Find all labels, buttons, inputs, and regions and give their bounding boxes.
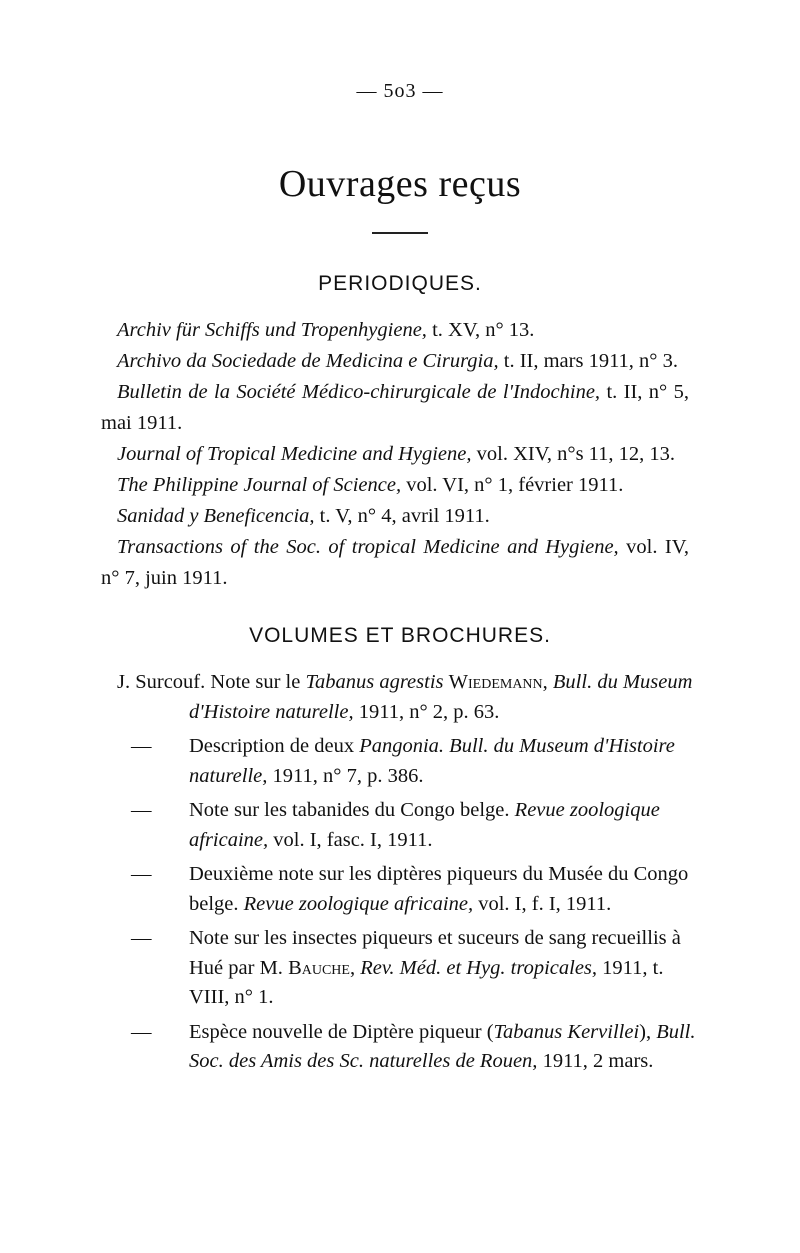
journal-title: The Philippine Journal of Science, [117,474,402,496]
entry-text-run: , [542,671,553,693]
journal-title: Sanidad y Beneficencia, [117,505,315,527]
entry-text-run: Bauche [288,956,350,979]
entry-author: J. Surcouf. [117,671,206,693]
ditto-dash: — [131,799,152,821]
entry-text-run: Espèce nouvelle de Diptère piqueur ( [189,1020,494,1043]
page-title: Ouvrages reçus [278,163,522,205]
entry-text-run: vol. I, f. I, 1911. [473,892,612,915]
journal-title: Archivo da Sociedade de Medicina e Cirurgia, [117,350,499,372]
entry-text-run: Description de deux [189,735,360,757]
journal-details: vol. IV, n° 7, juin 1911. [101,536,689,589]
entry-text-run: 1911, n° 7, p. 386. [267,764,424,787]
bibliography-entry [117,860,697,919]
list-item [101,532,689,594]
ditto-dash: — [131,1020,152,1043]
bibliography-entry [117,732,697,791]
entry-text-run: ), [639,1020,657,1043]
journal-title: Journal of Tropical Medicine and Hygiene, [117,443,472,465]
journal-details: t. II, n° 5, mai 1911. [101,381,689,434]
list-item [101,470,689,501]
bibliography-entry [117,924,697,1013]
entry-text-run: Revue zoologique africaine, [243,892,474,915]
journal-details: t. V, n° 4, avril 1911. [314,505,490,527]
bibliography-entry [117,1018,697,1077]
entry-text-run: vol. I, fasc. I, 1911. [268,828,433,851]
page-number: — 5o3 — [356,80,444,102]
journal-title: Archiv für Schiffs und Tropenhygiene, [117,319,427,341]
entry-text-run: Revue zoologique africaine, [189,799,660,851]
title-divider [372,232,428,234]
journal-details: vol. XIV, n°s 11, 12, 13. [471,443,676,465]
list-item [101,377,689,439]
periodicals-list [101,315,689,594]
entry-text-run: Deuxième note sur les diptères piqueurs du Musée du Congo belge. [189,863,689,915]
entry-text-run: 1911, t. VIII, n° 1. [189,956,664,1008]
journal-details: vol. VI, n° 1, février 1911. [401,474,624,496]
journal-title: Transactions of the Soc. of tropical Medicine and Hygiene, [117,536,619,558]
journal-title: Bulletin de la Société Médico-chirurgicale de l'Indochine, [117,381,601,403]
entry-text-run: 1911, 2 mars. [537,1050,654,1072]
journal-details: t. II, mars 1911, n° 3. [498,350,679,372]
entry-text-run: Bull. du Museum d'Histoire naturelle, [189,671,693,723]
journal-details: t. XV, n° 13. [426,319,535,341]
entry-text-run: Bull. Soc. des Amis des Sc. naturelles de Rouen, [189,1020,696,1072]
entry-text-run: Note sur les tabanides du Congo belge. [189,799,515,821]
entry-text-run: Note sur les insectes piqueurs et suceurs de sang recueillis à Hué par M. [189,927,681,979]
entry-text-run: 1911, n° 2, p. 63. [353,700,500,723]
entry-text-run: Rev. Méd. et Hyg. tropicales, [360,956,598,979]
entry-text-run: Pangonia. Bull. du Museum d'Histoire naturelle, [189,735,675,787]
ditto-dash: — [131,735,152,757]
periodicals-heading: PERIODIQUES. [318,272,482,295]
entry-text-run: Tabanus Kervillei [493,1020,640,1043]
ditto-dash: — [131,863,152,885]
entry-text-run: , [349,956,361,979]
list-item [101,315,689,346]
entry-text-run: Wiedemann [448,671,543,693]
volumes-heading: VOLUMES ET BROCHURES. [249,624,551,647]
volumes-list [117,668,697,1082]
bibliography-entry [117,668,697,727]
list-item [101,501,689,532]
list-item [101,439,689,470]
list-item [101,346,689,377]
entry-text-run: Note sur le [205,671,306,693]
entry-text-run: Tabanus agrestis [305,671,444,693]
bibliography-entry [117,796,697,855]
ditto-dash: — [131,927,152,949]
